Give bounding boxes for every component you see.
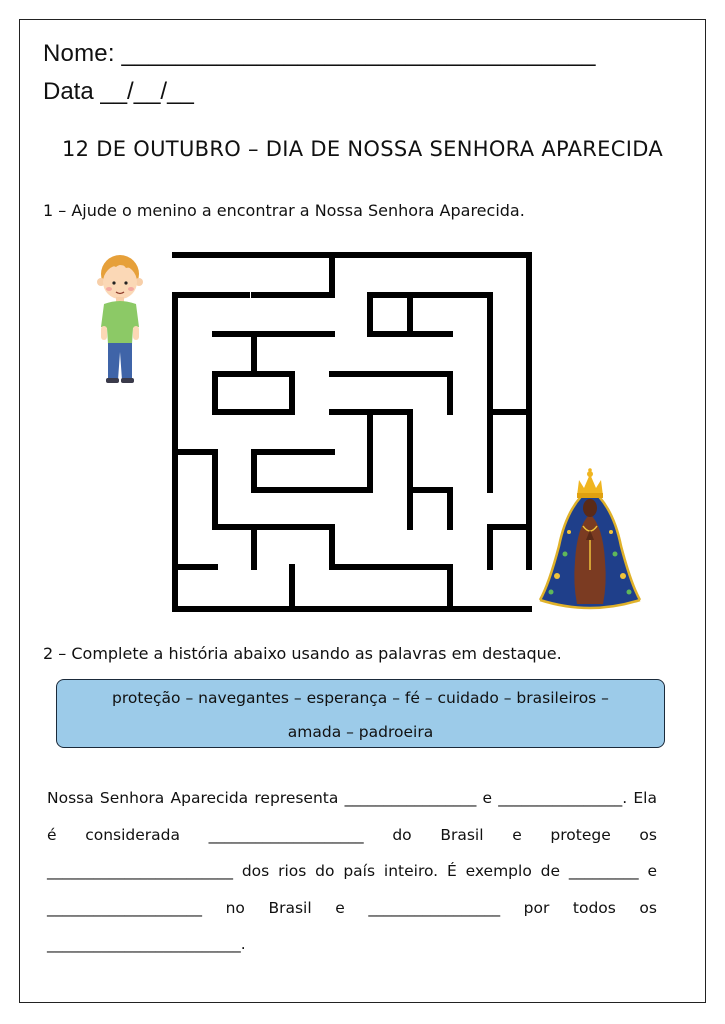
question-1-text: 1 – Ajude o menino a encontrar a Nossa Senhora Aparecida.: [43, 201, 525, 220]
date-field[interactable]: Data __/__/__: [43, 78, 194, 105]
question-2-text: 2 – Complete a história abaixo usando as palavras em destaque.: [43, 644, 562, 663]
nossa-senhora-aparecida-icon: [537, 466, 643, 612]
word-bank: [56, 679, 665, 748]
page-title: 12 DE OUTUBRO – DIA DE NOSSA SENHORA APARECIDA: [62, 137, 663, 161]
word-bank-line-2: amada – padroeira: [287, 723, 434, 741]
boy-illustration-icon: [92, 252, 148, 386]
maze[interactable]: [172, 252, 534, 614]
name-field[interactable]: Nome: ___________________________________: [43, 40, 596, 67]
story-paragraph[interactable]: Nossa Senhora Aparecida representa _________________ e ________________. Ela é considerada ____________________ do Brasil e protege os ________________________ dos rios do país inteiro. É exemplo de _________ e ____________________ no Brasil e _________________ por todos os _________________________.: [47, 789, 657, 953]
word-bank-line-1: proteção – navegantes – esperança – fé – cuidado – brasileiros –: [112, 689, 609, 707]
